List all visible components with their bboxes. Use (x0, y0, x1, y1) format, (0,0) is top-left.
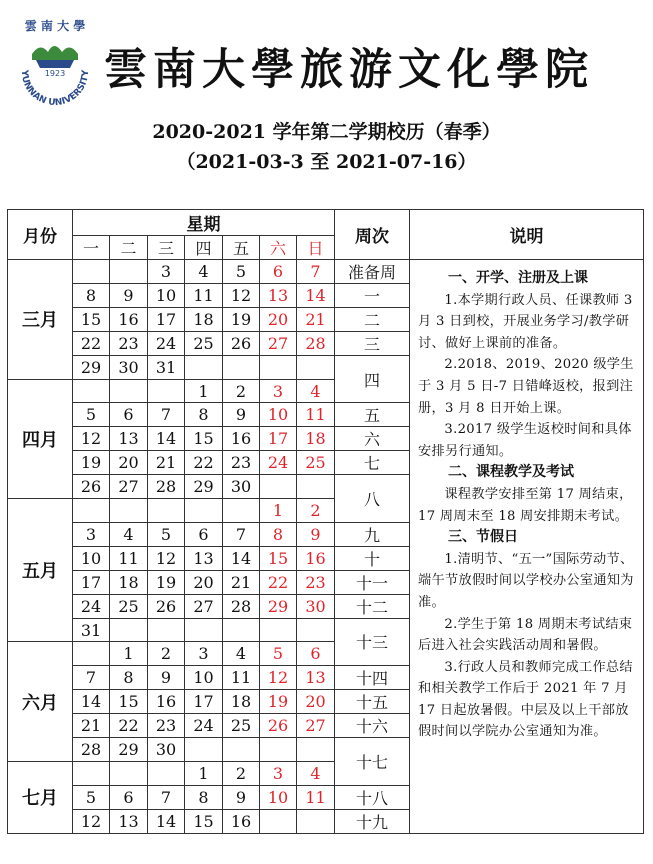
calendar-day-cell: 21 (223, 570, 260, 594)
calendar-day-cell: 21 (73, 714, 110, 738)
calendar-day-cell (148, 499, 185, 523)
calendar-day-cell: 8 (110, 666, 148, 690)
calendar-day-cell: 4 (297, 761, 335, 785)
week-number-cell: 七 (335, 451, 410, 475)
notes-paragraph: 1.本学期行政人员、任课教师 3 月 3 日到校，开展业务学习/教学研讨、做好上课前的准备。 (418, 292, 633, 351)
week-number-cell: 十五 (335, 690, 410, 714)
page-header (0, 0, 653, 110)
calendar-day-cell: 15 (185, 809, 223, 833)
calendar-day-cell: 10 (260, 403, 297, 427)
calendar-day-cell: 5 (260, 642, 297, 666)
month-label: 七月 (8, 761, 73, 833)
week-number-cell: 三 (335, 332, 410, 356)
calendar-day-cell: 6 (260, 260, 297, 284)
calendar-day-cell: 30 (297, 594, 335, 618)
calendar-day-cell: 9 (110, 284, 148, 308)
weekday-sat: 六 (260, 236, 297, 260)
calendar-day-cell: 17 (260, 427, 297, 451)
calendar-day-cell: 12 (148, 546, 185, 570)
calendar-day-cell (185, 618, 223, 642)
calendar-day-cell (260, 475, 297, 499)
calendar-day-cell (297, 618, 335, 642)
notes-section-title: 二、课程教学及考试 (448, 464, 574, 481)
calendar-day-cell: 15 (185, 427, 223, 451)
calendar-day-cell: 26 (223, 332, 260, 356)
calendar-day-cell: 29 (185, 475, 223, 499)
notes-section-title: 一、开学、注册及上课 (448, 270, 588, 286)
calendar-day-cell: 21 (297, 308, 335, 332)
calendar-day-cell: 10 (185, 666, 223, 690)
calendar-day-cell: 15 (110, 690, 148, 714)
calendar-day-cell: 16 (223, 427, 260, 451)
seal-year: 1923 (44, 69, 66, 78)
calendar-day-cell: 13 (185, 546, 223, 570)
week-number-cell: 二 (335, 308, 410, 332)
week-number-cell: 十一 (335, 570, 410, 594)
week-number-cell: 一 (335, 284, 410, 308)
calendar-week-row (8, 260, 644, 284)
calendar-day-cell: 20 (110, 451, 148, 475)
calendar-day-cell: 27 (110, 475, 148, 499)
calendar-day-cell: 13 (297, 666, 335, 690)
calendar-day-cell: 10 (73, 546, 110, 570)
calendar-day-cell: 11 (185, 284, 223, 308)
calendar-day-cell: 27 (185, 594, 223, 618)
calendar-day-cell: 11 (223, 666, 260, 690)
calendar-day-cell: 30 (148, 738, 185, 762)
calendar-day-cell: 1 (185, 761, 223, 785)
calendar-day-cell (148, 761, 185, 785)
calendar-day-cell (185, 499, 223, 523)
calendar-day-cell: 19 (223, 308, 260, 332)
notes-content (410, 260, 643, 743)
school-calendar-table (7, 209, 644, 834)
calendar-day-cell: 20 (297, 690, 335, 714)
calendar-day-cell: 7 (73, 666, 110, 690)
calendar-day-cell (148, 379, 185, 403)
notes-paragraph: 1.清明节、“五一”国际劳动节、端午节放假时间以学校办公室通知为准。 (418, 551, 634, 610)
calendar-day-cell (260, 618, 297, 642)
week-number-cell: 十七 (335, 738, 410, 785)
calendar-day-cell (73, 642, 110, 666)
calendar-day-cell: 29 (110, 738, 148, 762)
calendar-day-cell (185, 356, 223, 380)
week-number-cell: 准备周 (335, 260, 410, 284)
month-label: 四月 (8, 379, 73, 498)
week-number-cell: 八 (335, 475, 410, 522)
calendar-day-cell: 16 (148, 690, 185, 714)
calendar-day-cell: 8 (260, 522, 297, 546)
calendar-day-cell: 4 (110, 522, 148, 546)
calendar-day-cell (223, 499, 260, 523)
calendar-day-cell: 9 (223, 785, 260, 809)
calendar-day-cell: 4 (185, 260, 223, 284)
week-number-cell: 十八 (335, 785, 410, 809)
calendar-day-cell (297, 738, 335, 762)
calendar-day-cell: 3 (148, 260, 185, 284)
calendar-day-cell: 9 (148, 666, 185, 690)
calendar-day-cell (297, 809, 335, 833)
calendar-day-cell: 19 (148, 570, 185, 594)
calendar-day-cell (297, 356, 335, 380)
calendar-day-cell: 8 (185, 403, 223, 427)
calendar-day-cell: 14 (148, 809, 185, 833)
calendar-day-cell: 18 (223, 690, 260, 714)
week-number-cell: 十 (335, 546, 410, 570)
calendar-day-cell: 6 (110, 403, 148, 427)
calendar-day-cell: 22 (260, 570, 297, 594)
calendar-day-cell (73, 499, 110, 523)
calendar-day-cell: 31 (73, 618, 110, 642)
month-label: 六月 (8, 642, 73, 761)
calendar-day-cell: 2 (297, 499, 335, 523)
weekday-tue: 二 (110, 236, 148, 260)
calendar-day-cell (260, 738, 297, 762)
calendar-day-cell: 20 (185, 570, 223, 594)
calendar-day-cell: 1 (185, 379, 223, 403)
calendar-day-cell: 11 (297, 403, 335, 427)
seal-ring-text: YUNNAN UNIVERSITY (18, 69, 92, 108)
calendar-day-cell: 23 (148, 714, 185, 738)
weekday-mon: 一 (73, 236, 110, 260)
notes-header: 说明 (410, 210, 644, 260)
calendar-day-cell: 23 (297, 570, 335, 594)
calendar-day-cell: 4 (297, 379, 335, 403)
calendar-day-cell: 18 (297, 427, 335, 451)
calendar-day-cell: 2 (223, 379, 260, 403)
calendar-day-cell: 26 (73, 475, 110, 499)
month-label: 三月 (8, 260, 73, 380)
calendar-day-cell: 13 (110, 809, 148, 833)
week-number-cell: 六 (335, 427, 410, 451)
calendar-day-cell: 6 (297, 642, 335, 666)
calendar-day-cell: 25 (297, 451, 335, 475)
week-number-cell: 十六 (335, 714, 410, 738)
weekday-thu: 四 (185, 236, 223, 260)
calendar-day-cell: 5 (223, 260, 260, 284)
weekday-fri: 五 (223, 236, 260, 260)
calendar-day-cell: 24 (260, 451, 297, 475)
calendar-day-cell: 6 (110, 785, 148, 809)
calendar-day-cell (260, 356, 297, 380)
calendar-day-cell: 5 (73, 403, 110, 427)
calendar-day-cell: 14 (148, 427, 185, 451)
week-number-cell: 四 (335, 356, 410, 403)
calendar-day-cell: 27 (297, 714, 335, 738)
calendar-day-cell: 20 (260, 308, 297, 332)
calendar-day-cell: 7 (223, 522, 260, 546)
calendar-day-cell (223, 738, 260, 762)
calendar-day-cell: 8 (185, 785, 223, 809)
calendar-day-cell: 25 (185, 332, 223, 356)
calendar-day-cell: 28 (223, 594, 260, 618)
calendar-title: 2020-2021 学年第二学期校历（春季） (152, 121, 501, 143)
week-number-cell: 十九 (335, 809, 410, 833)
calendar-day-cell: 24 (185, 714, 223, 738)
school-name: 雲南大學旅游文化學院 (104, 45, 594, 95)
week-number-header: 周次 (335, 210, 410, 260)
university-seal-logo (14, 12, 96, 108)
week-number-cell: 九 (335, 522, 410, 546)
calendar-day-cell: 14 (297, 284, 335, 308)
calendar-day-cell (73, 379, 110, 403)
calendar-day-cell: 26 (260, 714, 297, 738)
calendar-day-cell: 17 (73, 570, 110, 594)
calendar-day-cell: 22 (110, 714, 148, 738)
calendar-day-cell: 12 (223, 284, 260, 308)
calendar-day-cell: 24 (148, 332, 185, 356)
calendar-day-cell: 11 (297, 785, 335, 809)
calendar-day-cell: 15 (260, 546, 297, 570)
calendar-day-cell: 23 (223, 451, 260, 475)
week-number-cell: 十三 (335, 618, 410, 665)
calendar-day-cell: 3 (73, 522, 110, 546)
calendar-day-cell (110, 618, 148, 642)
calendar-day-cell: 22 (185, 451, 223, 475)
calendar-day-cell: 6 (185, 522, 223, 546)
weekday-wed: 三 (148, 236, 185, 260)
notes-paragraph: 课程教学安排至第 17 周结束，17 周周末至 18 周安排期末考试。 (418, 486, 633, 524)
notes-section-title: 三、节假日 (448, 529, 518, 546)
calendar-day-cell (73, 260, 110, 284)
calendar-day-cell: 29 (73, 356, 110, 380)
calendar-day-cell: 22 (73, 332, 110, 356)
calendar-day-cell: 25 (223, 714, 260, 738)
seal-top-text: 雲 南 大 學 (24, 19, 86, 33)
calendar-day-cell: 31 (148, 356, 185, 380)
calendar-day-cell: 19 (73, 451, 110, 475)
calendar-day-cell: 14 (73, 690, 110, 714)
calendar-day-cell: 15 (73, 308, 110, 332)
calendar-day-cell: 28 (297, 332, 335, 356)
calendar-day-cell: 3 (185, 642, 223, 666)
mountain-icon (32, 46, 78, 60)
calendar-day-cell (73, 761, 110, 785)
calendar-day-cell: 25 (110, 594, 148, 618)
calendar-day-cell: 10 (260, 785, 297, 809)
notes-paragraph: 2.2018、2019、2020 级学生于 3 月 5 日-7 日错峰返校，报到注册，3 月 8 日开始上课。 (418, 357, 634, 416)
calendar-day-cell: 9 (223, 403, 260, 427)
calendar-day-cell: 17 (185, 690, 223, 714)
calendar-day-cell: 14 (223, 546, 260, 570)
calendar-day-cell: 1 (260, 499, 297, 523)
calendar-date-range: （2021-03-3 至 2021-07-16） (176, 151, 477, 173)
calendar-day-cell: 4 (223, 642, 260, 666)
calendar-day-cell: 26 (148, 594, 185, 618)
calendar-day-cell: 7 (297, 260, 335, 284)
calendar-day-cell (297, 475, 335, 499)
calendar-day-cell (148, 618, 185, 642)
calendar-day-cell: 28 (73, 738, 110, 762)
calendar-day-cell (185, 738, 223, 762)
calendar-day-cell: 16 (297, 546, 335, 570)
weekday-sun: 日 (297, 236, 335, 260)
calendar-day-cell (223, 356, 260, 380)
calendar-day-cell: 21 (148, 451, 185, 475)
calendar-day-cell (110, 260, 148, 284)
calendar-day-cell: 3 (260, 761, 297, 785)
week-number-cell: 十四 (335, 666, 410, 690)
calendar-day-cell: 29 (260, 594, 297, 618)
calendar-day-cell: 16 (110, 308, 148, 332)
calendar-day-cell: 8 (73, 284, 110, 308)
week-number-cell: 五 (335, 403, 410, 427)
calendar-day-cell (260, 809, 297, 833)
calendar-day-cell (223, 618, 260, 642)
calendar-day-cell: 30 (223, 475, 260, 499)
week-number-cell: 十二 (335, 594, 410, 618)
calendar-day-cell: 18 (185, 308, 223, 332)
calendar-day-cell (110, 499, 148, 523)
notes-paragraph: 3.行政人员和教师完成工作总结和相关教学工作后于 2021 年 7 月 17 日起放暑假。中层及以上干部放假时间以学院办公室通知为准。 (418, 659, 633, 740)
calendar-day-cell: 12 (73, 809, 110, 833)
notes-paragraph: 2.学生于第 18 周期末考试结束后进入社会实践活动周和暑假。 (418, 616, 633, 654)
calendar-day-cell: 19 (260, 690, 297, 714)
calendar-day-cell: 30 (110, 356, 148, 380)
calendar-day-cell: 5 (148, 522, 185, 546)
weekday-group-header: 星期 (73, 210, 335, 236)
calendar-day-cell: 9 (297, 522, 335, 546)
calendar-day-cell (110, 761, 148, 785)
calendar-day-cell: 18 (110, 570, 148, 594)
calendar-day-cell: 12 (260, 666, 297, 690)
calendar-day-cell: 5 (73, 785, 110, 809)
calendar-day-cell: 10 (148, 284, 185, 308)
calendar-day-cell: 7 (148, 785, 185, 809)
calendar-day-cell: 23 (110, 332, 148, 356)
calendar-day-cell: 12 (73, 427, 110, 451)
month-label: 五月 (8, 499, 73, 642)
calendar-day-cell: 1 (110, 642, 148, 666)
calendar-day-cell (110, 379, 148, 403)
calendar-day-cell: 2 (223, 761, 260, 785)
calendar-day-cell: 16 (223, 809, 260, 833)
calendar-day-cell: 7 (148, 403, 185, 427)
calendar-day-cell: 11 (110, 546, 148, 570)
calendar-day-cell: 28 (148, 475, 185, 499)
gate-icon (36, 60, 74, 68)
calendar-day-cell: 27 (260, 332, 297, 356)
calendar-day-cell: 2 (148, 642, 185, 666)
notes-paragraph: 3.2017 级学生返校时间和具体安排另行通知。 (418, 422, 632, 459)
notes-cell (410, 260, 644, 834)
month-header: 月份 (8, 210, 73, 260)
calendar-day-cell: 17 (148, 308, 185, 332)
calendar-day-cell: 13 (110, 427, 148, 451)
calendar-day-cell: 24 (73, 594, 110, 618)
calendar-day-cell: 13 (260, 284, 297, 308)
calendar-day-cell: 3 (260, 379, 297, 403)
